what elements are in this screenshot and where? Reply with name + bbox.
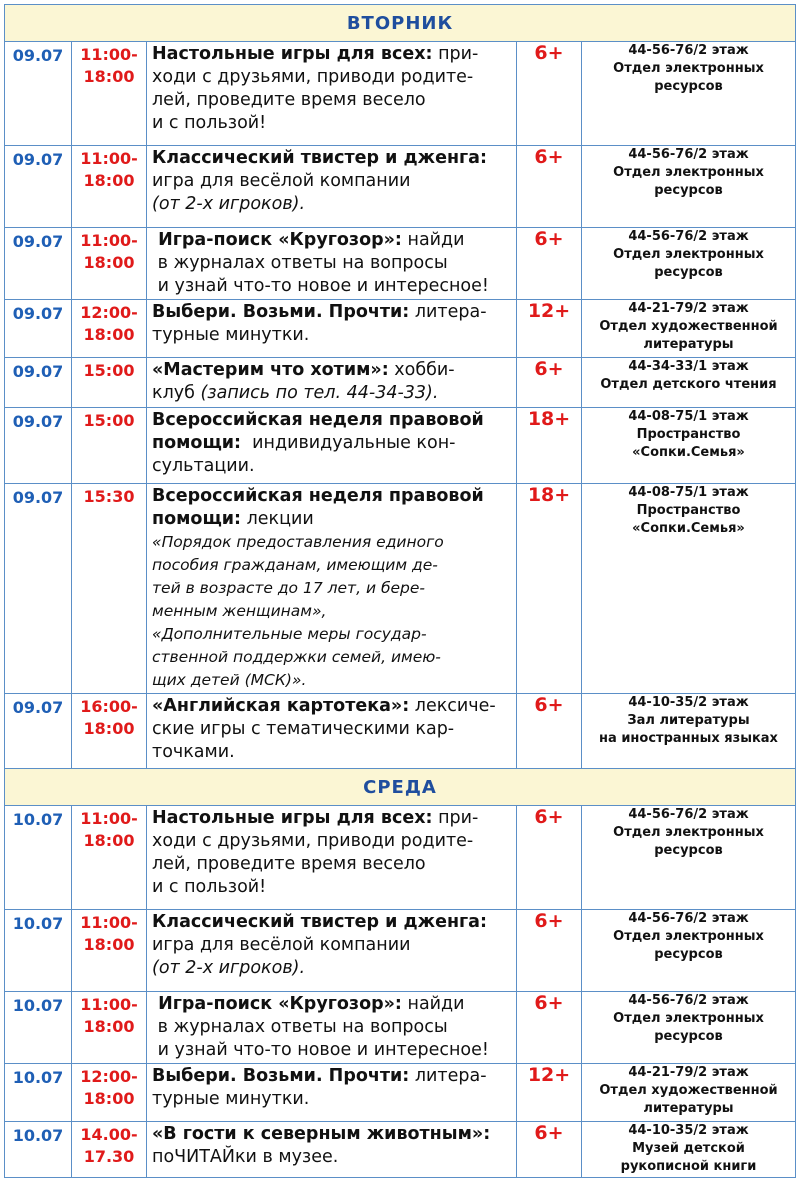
event-time: [72, 1122, 147, 1178]
event-time-line: 17.30: [83, 1147, 135, 1166]
event-description: [147, 992, 517, 1064]
event-text: при-: [432, 44, 479, 64]
event-text: (запись по тел. 44-34-33).: [200, 383, 439, 403]
event-description: [147, 806, 517, 910]
day-heading: ВТОРНИК: [5, 5, 796, 42]
event-location: [582, 1122, 796, 1178]
event-time: [72, 146, 147, 228]
event-date: 09.07: [5, 484, 72, 694]
description-line: [152, 43, 512, 66]
event-time-line: 14.00-: [80, 1125, 138, 1144]
location-line: Отдел художественной: [599, 319, 778, 334]
event-time-line: 12:00-: [80, 303, 138, 322]
event-title-text: «В гости к северным животным»:: [152, 1124, 491, 1144]
day-heading: СРЕДА: [5, 769, 796, 806]
event-text: поЧИТАЙки в музее.: [152, 1147, 339, 1167]
event-date: 10.07: [5, 992, 72, 1064]
event-row: [5, 408, 796, 484]
event-time-line: 11:00-: [80, 995, 138, 1014]
event-time: [72, 300, 147, 358]
location-line: 44-56-76/2 этаж: [628, 43, 749, 58]
event-location: [582, 806, 796, 910]
event-description: [147, 910, 517, 992]
event-location: [582, 694, 796, 769]
description-line: [152, 170, 512, 193]
location-line: Отдел электронных: [613, 929, 764, 944]
description-line: [152, 600, 512, 623]
description-line: [152, 741, 512, 764]
description-line: [152, 301, 512, 324]
event-title-text: Классический твистер и дженга:: [152, 912, 487, 932]
location-line: ресурсов: [654, 265, 723, 280]
event-row: [5, 910, 796, 992]
location-line: 44-56-76/2 этаж: [628, 229, 749, 244]
event-description: [147, 694, 517, 769]
event-text: и с пользой!: [152, 113, 267, 133]
event-location: [582, 146, 796, 228]
event-date: 10.07: [5, 910, 72, 992]
description-line: [152, 807, 512, 830]
event-date: 09.07: [5, 146, 72, 228]
event-date: 09.07: [5, 408, 72, 484]
event-title-text: Настольные игры для всех:: [152, 808, 433, 828]
event-text: найди: [401, 994, 465, 1014]
event-row: [5, 1122, 796, 1178]
event-location: [582, 358, 796, 408]
event-title-text: Всероссийская неделя правовой: [152, 486, 484, 506]
location-line: ресурсов: [654, 843, 723, 858]
event-text: сультации.: [152, 456, 255, 476]
location-line: Отдел электронных: [613, 247, 764, 262]
age-rating: 6+: [517, 146, 582, 228]
description-line: [152, 993, 512, 1016]
event-description: [147, 358, 517, 408]
description-line: [152, 646, 512, 669]
location-line: 44-34-33/1 этаж: [628, 359, 749, 374]
event-description: [147, 228, 517, 300]
event-time-line: 18:00: [83, 171, 135, 190]
description-line: [152, 876, 512, 899]
event-row: [5, 694, 796, 769]
event-text: тей в возрасте до 17 лет, и бере-: [152, 579, 426, 597]
event-location: [582, 1064, 796, 1122]
age-rating: 6+: [517, 228, 582, 300]
event-date: 09.07: [5, 358, 72, 408]
description-line: [152, 957, 512, 980]
event-time-line: 12:00-: [80, 1067, 138, 1086]
description-line: [152, 554, 512, 577]
location-line: Отдел электронных: [613, 61, 764, 76]
location-line: «Сопки.Семья»: [632, 445, 745, 460]
event-time-line: 15:30: [83, 487, 135, 506]
location-line: 44-10-35/2 этаж: [628, 695, 749, 710]
event-title-text: Всероссийская неделя правовой: [152, 410, 484, 430]
event-text: литера-: [409, 1066, 487, 1086]
event-time: [72, 42, 147, 146]
event-time: [72, 806, 147, 910]
location-line: 44-08-75/1 этаж: [628, 409, 749, 424]
event-text: точками.: [152, 742, 235, 762]
day-header-row: [5, 769, 796, 806]
event-title-text: помощи:: [152, 509, 242, 529]
schedule-body: [5, 5, 796, 1178]
event-date: 10.07: [5, 806, 72, 910]
event-time-line: 11:00-: [80, 809, 138, 828]
event-time: [72, 910, 147, 992]
age-rating: 6+: [517, 992, 582, 1064]
description-line: [152, 193, 512, 216]
location-line: Отдел электронных: [613, 825, 764, 840]
event-time-line: 16:00-: [80, 697, 138, 716]
location-line: 44-56-76/2 этаж: [628, 807, 749, 822]
event-time: [72, 408, 147, 484]
description-line: [152, 382, 512, 405]
event-row: [5, 358, 796, 408]
event-text: «Дополнительные меры государ-: [152, 625, 427, 643]
event-text: и узнай что-то новое и интересное!: [152, 276, 489, 296]
event-text: пособия гражданам, имеющим де-: [152, 556, 438, 574]
location-line: Отдел детского чтения: [600, 377, 777, 392]
event-description: [147, 300, 517, 358]
event-text: (от 2-х игроков).: [152, 958, 306, 978]
location-line: 44-56-76/2 этаж: [628, 911, 749, 926]
description-line: [152, 1065, 512, 1088]
event-row: [5, 484, 796, 694]
location-line: Зал литературы: [627, 713, 750, 728]
event-date: 09.07: [5, 228, 72, 300]
age-rating: 12+: [517, 300, 582, 358]
event-location: [582, 910, 796, 992]
location-line: 44-10-35/2 этаж: [628, 1123, 749, 1138]
description-line: [152, 934, 512, 957]
location-line: ресурсов: [654, 183, 723, 198]
event-title-text: «Мастерим что хотим»:: [152, 360, 389, 380]
event-title-text: Выбери. Возьми. Прочти:: [152, 1066, 410, 1086]
location-line: Отдел электронных: [613, 165, 764, 180]
description-line: [152, 830, 512, 853]
age-rating: 6+: [517, 42, 582, 146]
description-line: [152, 531, 512, 554]
event-text: при-: [432, 808, 479, 828]
event-text: в журналах ответы на вопросы: [152, 253, 448, 273]
description-line: [152, 577, 512, 600]
location-line: 44-21-79/2 этаж: [628, 1065, 749, 1080]
description-line: [152, 359, 512, 382]
description-line: [152, 89, 512, 112]
event-description: [147, 1064, 517, 1122]
location-line: 44-21-79/2 этаж: [628, 301, 749, 316]
event-row: [5, 992, 796, 1064]
description-line: [152, 147, 512, 170]
description-line: [152, 432, 512, 455]
event-title-text: помощи:: [152, 433, 242, 453]
event-date: 09.07: [5, 300, 72, 358]
event-text: и с пользой!: [152, 877, 267, 897]
event-text: менным женщинам»,: [152, 602, 327, 620]
event-text: ские игры с тематическими кар-: [152, 719, 455, 739]
event-time-line: 18:00: [83, 1017, 135, 1036]
event-text: (от 2-х игроков).: [152, 194, 306, 214]
event-date: 09.07: [5, 42, 72, 146]
event-row: [5, 42, 796, 146]
event-description: [147, 1122, 517, 1178]
event-time: [72, 1064, 147, 1122]
event-description: [147, 484, 517, 694]
location-line: на иностранных языках: [599, 731, 778, 746]
event-text: игра для весёлой компании: [152, 935, 411, 955]
age-rating: 18+: [517, 408, 582, 484]
event-location: [582, 228, 796, 300]
event-text: ходи с друзьями, приводи родите-: [152, 831, 474, 851]
description-line: [152, 229, 512, 252]
event-text: лей, проведите время весело: [152, 854, 426, 874]
location-line: Пространство: [636, 503, 741, 518]
description-line: [152, 508, 512, 531]
event-title-text: Классический твистер и дженга:: [152, 148, 487, 168]
event-title-text: Выбери. Возьми. Прочти:: [152, 302, 410, 322]
event-time: [72, 228, 147, 300]
event-text: клуб: [152, 383, 201, 403]
event-time-line: 11:00-: [80, 149, 138, 168]
event-time-line: 18:00: [83, 935, 135, 954]
event-text: турные минутки.: [152, 1089, 310, 1109]
location-line: 44-08-75/1 этаж: [628, 485, 749, 500]
event-text: лекции: [241, 509, 314, 529]
event-row: [5, 300, 796, 358]
description-line: [152, 1088, 512, 1111]
age-rating: 6+: [517, 806, 582, 910]
event-date: 09.07: [5, 694, 72, 769]
event-title-text: Настольные игры для всех:: [152, 44, 433, 64]
event-description: [147, 42, 517, 146]
event-text: ходи с друзьями, приводи родите-: [152, 67, 474, 87]
event-text: хобби-: [388, 360, 455, 380]
event-location: [582, 484, 796, 694]
age-rating: 12+: [517, 1064, 582, 1122]
description-line: [152, 853, 512, 876]
description-line: [152, 1146, 512, 1169]
event-date: 10.07: [5, 1122, 72, 1178]
location-line: литературы: [643, 1101, 734, 1116]
event-text: индивидуальные кон-: [241, 433, 456, 453]
age-rating: 18+: [517, 484, 582, 694]
event-date: 10.07: [5, 1064, 72, 1122]
description-line: [152, 324, 512, 347]
event-text: лексиче-: [409, 696, 496, 716]
age-rating: 6+: [517, 1122, 582, 1178]
event-row: [5, 228, 796, 300]
description-line: [152, 1039, 512, 1062]
age-rating: 6+: [517, 358, 582, 408]
description-line: [152, 275, 512, 298]
event-time-line: 15:00: [83, 411, 135, 430]
event-time-line: 11:00-: [80, 45, 138, 64]
event-row: [5, 806, 796, 910]
event-text: литера-: [409, 302, 487, 322]
event-text: щих детей (МСК)».: [152, 671, 307, 689]
event-title-text: Игра-поиск «Кругозор»:: [152, 230, 402, 250]
event-time-line: 18:00: [83, 253, 135, 272]
event-time-line: 18:00: [83, 1089, 135, 1108]
event-text: «Порядок предоставления единого: [152, 533, 444, 551]
location-line: Музей детской: [632, 1141, 745, 1156]
event-location: [582, 992, 796, 1064]
event-title-text: «Английская картотека»:: [152, 696, 410, 716]
event-text: и узнай что-то новое и интересное!: [152, 1040, 489, 1060]
event-description: [147, 408, 517, 484]
description-line: [152, 455, 512, 478]
event-text: найди: [401, 230, 465, 250]
age-rating: 6+: [517, 910, 582, 992]
location-line: ресурсов: [654, 79, 723, 94]
description-line: [152, 66, 512, 89]
event-time-line: 11:00-: [80, 913, 138, 932]
event-title-text: Игра-поиск «Кругозор»:: [152, 994, 402, 1014]
event-time-line: 18:00: [83, 719, 135, 738]
event-time: [72, 992, 147, 1064]
location-line: Пространство: [636, 427, 741, 442]
event-location: [582, 300, 796, 358]
location-line: «Сопки.Семья»: [632, 521, 745, 536]
event-text: турные минутки.: [152, 325, 310, 345]
description-line: [152, 252, 512, 275]
description-line: [152, 1123, 512, 1146]
event-time-line: 15:00: [83, 361, 135, 380]
location-line: рукописной книги: [620, 1159, 757, 1174]
location-line: ресурсов: [654, 947, 723, 962]
event-time-line: 11:00-: [80, 231, 138, 250]
event-description: [147, 146, 517, 228]
event-time: [72, 358, 147, 408]
event-text: игра для весёлой компании: [152, 171, 411, 191]
event-time: [72, 694, 147, 769]
description-line: [152, 911, 512, 934]
day-header-row: [5, 5, 796, 42]
description-line: [152, 718, 512, 741]
description-line: [152, 485, 512, 508]
location-line: 44-56-76/2 этаж: [628, 147, 749, 162]
description-line: [152, 112, 512, 135]
location-line: Отдел электронных: [613, 1011, 764, 1026]
event-row: [5, 1064, 796, 1122]
event-time-line: 18:00: [83, 67, 135, 86]
description-line: [152, 695, 512, 718]
event-text: лей, проведите время весело: [152, 90, 426, 110]
event-text: ственной поддержки семей, имею-: [152, 648, 441, 666]
age-rating: 6+: [517, 694, 582, 769]
location-line: Отдел художественной: [599, 1083, 778, 1098]
event-row: [5, 146, 796, 228]
description-line: [152, 409, 512, 432]
event-location: [582, 42, 796, 146]
description-line: [152, 669, 512, 692]
event-time-line: 18:00: [83, 325, 135, 344]
event-time-line: 18:00: [83, 831, 135, 850]
event-text: в журналах ответы на вопросы: [152, 1017, 448, 1037]
event-location: [582, 408, 796, 484]
location-line: литературы: [643, 337, 734, 352]
location-line: ресурсов: [654, 1029, 723, 1044]
event-time: [72, 484, 147, 694]
schedule-table: [4, 4, 796, 1178]
location-line: 44-56-76/2 этаж: [628, 993, 749, 1008]
description-line: [152, 1016, 512, 1039]
description-line: [152, 623, 512, 646]
